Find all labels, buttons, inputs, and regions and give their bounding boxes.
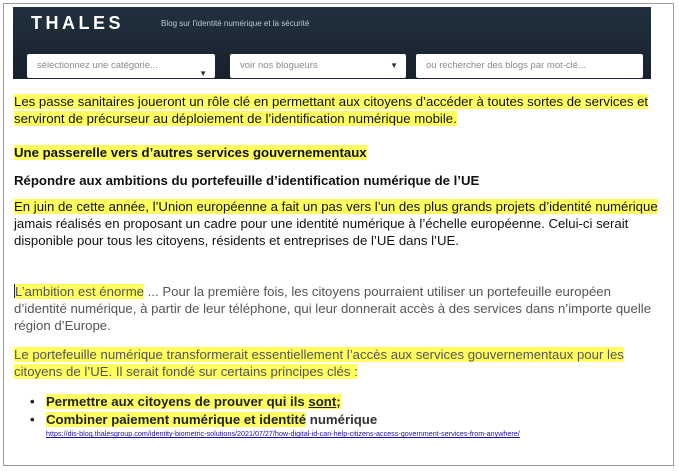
bullet-icon: • (30, 412, 35, 427)
list-item (30, 393, 377, 411)
list-item-rest: numérique (306, 412, 378, 427)
thales-logo[interactable]: THALES (31, 13, 124, 33)
highlighted-text: Le portefeuille numérique transformerait essentiellement l’accès aux services gouvernementaux pour les citoyens de l’UE. Il serait fondé sur certains principes clés : (14, 347, 624, 379)
section-heading-text: Une passerelle vers d’autres services gouvernementaux (14, 145, 367, 160)
list-item-text (46, 394, 341, 409)
search-input-placeholder: ou rechercher des blogs par mot-clé... (426, 60, 586, 71)
subsection-heading: Répondre aux ambitions du portefeuille d’identification numérique de l’UE (14, 173, 480, 188)
bullet-icon: • (30, 394, 35, 409)
paragraph-ambition (14, 283, 664, 334)
section-heading (14, 144, 664, 161)
highlighted-text: L’ambition est énorme (15, 284, 145, 299)
intro-paragraph (14, 93, 664, 127)
principles-list (30, 393, 377, 429)
paragraph-wallet (14, 346, 664, 380)
bloggers-select[interactable] (230, 54, 406, 78)
intro-text: Les passe sanitaires joueront un rôle clé en permettant aux citoyens d’accéder à toutes sortes de services et serviront de précurseur au déploiement de l’identification numérique mobile. (14, 94, 649, 126)
source-link[interactable]: https://dis-blog.thalesgroup.com/identity-biometric-solutions/2021/07/27/how-digital-id-can-help-citizens-access-government-services-from-anywhere/ (46, 429, 520, 438)
paragraph-text: jamais réalisés en proposant un cadre pour une identité numérique à l’échelle européenne. Celui-ci serait disponible pour tous les citoyens, résidents et entreprises de l’UE dans l’UE. (14, 216, 629, 248)
category-select-label: sélectionnez une catégorie... (37, 60, 158, 71)
chevron-down-icon: ▼ (390, 61, 398, 70)
list-item (30, 411, 377, 429)
site-header (13, 7, 651, 79)
paragraph-text: ... Pour la première fois, les citoyens pourraient utiliser un portefeuille européen d’identité numérique, à partir de leur téléphone, qui leur donnerait accès à des services dans n’importe quelle région d’Europe. (14, 284, 652, 333)
list-item-part: Permettre aux citoyens de prouver qui ils (46, 394, 309, 409)
bloggers-select-label: voir nos blogueurs (240, 60, 318, 71)
blog-tagline: Blog sur l'identité numérique et la sécurité (161, 19, 310, 28)
list-item-text: Combiner paiement numérique et identité (46, 412, 307, 427)
highlighted-text: En juin de cette année, l’Union européenne a fait un pas vers l’un des plus grands projets d’identité numérique (14, 199, 658, 214)
list-item-underlined: sont (308, 394, 337, 409)
paragraph-eu-project (14, 198, 664, 249)
chevron-down-icon: ▼ (199, 69, 207, 78)
category-select[interactable] (27, 54, 215, 78)
search-input[interactable] (416, 54, 643, 78)
list-item-punct: ; (336, 394, 341, 409)
